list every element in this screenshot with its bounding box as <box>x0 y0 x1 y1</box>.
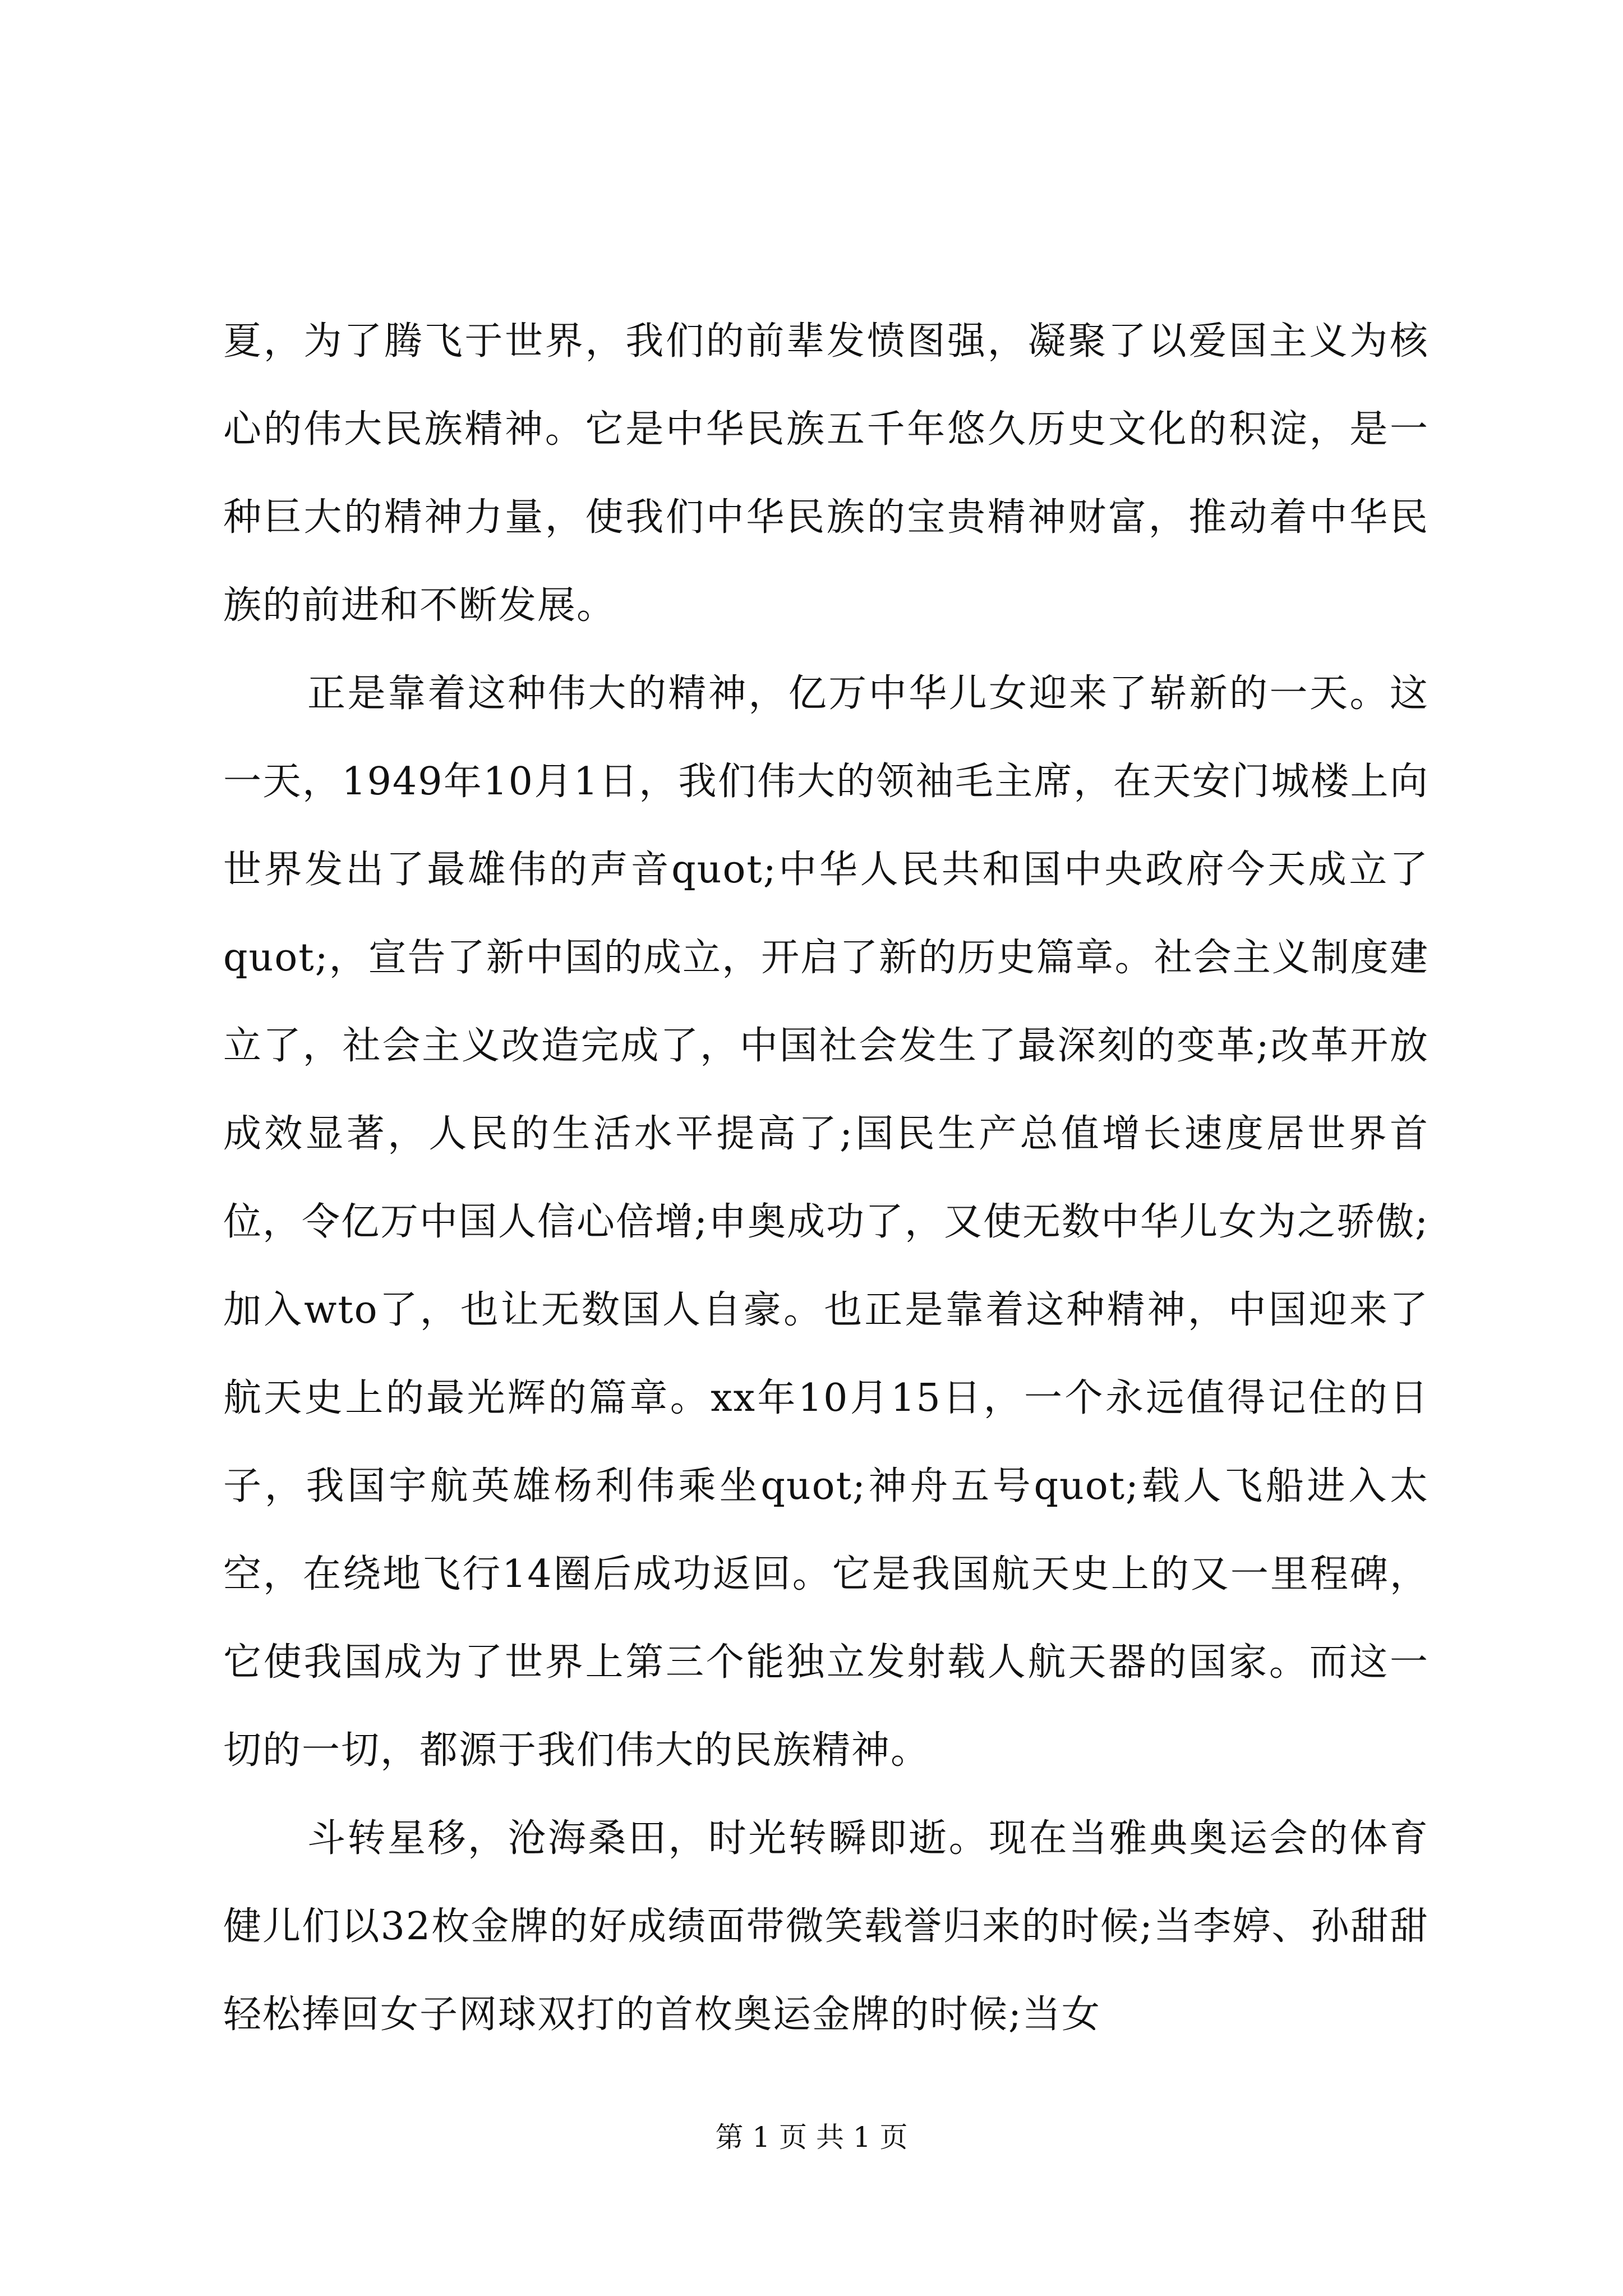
paragraph-3: 斗转星移，沧海桑田，时光转瞬即逝。现在当雅典奥运会的体育健儿们以32枚金牌的好成绩面带微笑载誉归来的时候;当李婷、孙甜甜轻松捧回女子网球双打的首枚奥运金牌的时候;当女 <box>223 1816 1429 2037</box>
page-number-label: 第 1 页 共 1 页 <box>715 2121 908 2154</box>
page-footer <box>0 2118 1623 2157</box>
paragraph-2: 正是靠着这种伟大的精神，亿万中华儿女迎来了崭新的一天。这一天，1949年10月1日，我们伟大的领袖毛主席，在天安门城楼上向世界发出了最雄伟的声音quot;中华人民共和国中央政府今天成立了quot;，宣告了新中国的成立，开启了新的历史篇章。社会主义制度建立了，社会主义改造完成了，中国社会发生了最深刻的变革;改革开放成效显著，人民的生活水平提高了;国民生产总值增长速度居世界首位，令亿万中国人信心倍增;申奥成功了，又使无数中华儿女为之骄傲;加入wto了，也让无数国人自豪。也正是靠着这种精神，中国迎来了航天史上的最光辉的篇章。xx年10月15日，一个永远值得记住的日子，我国宇航英雄杨利伟乘坐quot;神舟五号quot;载人飞船进入太空，在绕地飞行14圈后成功返回。它是我国航天史上的又一里程碑，它使我国成为了世界上第三个能独立发射载人航天器的国家。而这一切的一切，都源于我们伟大的民族精神。 <box>223 671 1429 1773</box>
document-body <box>223 297 1429 2059</box>
paragraph-1: 夏，为了腾飞于世界，我们的前辈发愤图强，凝聚了以爱国主义为核心的伟大民族精神。它是中华民族五千年悠久历史文化的积淀，是一种巨大的精神力量，使我们中华民族的宝贵精神财富，推动着中华民族的前进和不断发展。 <box>223 319 1429 628</box>
